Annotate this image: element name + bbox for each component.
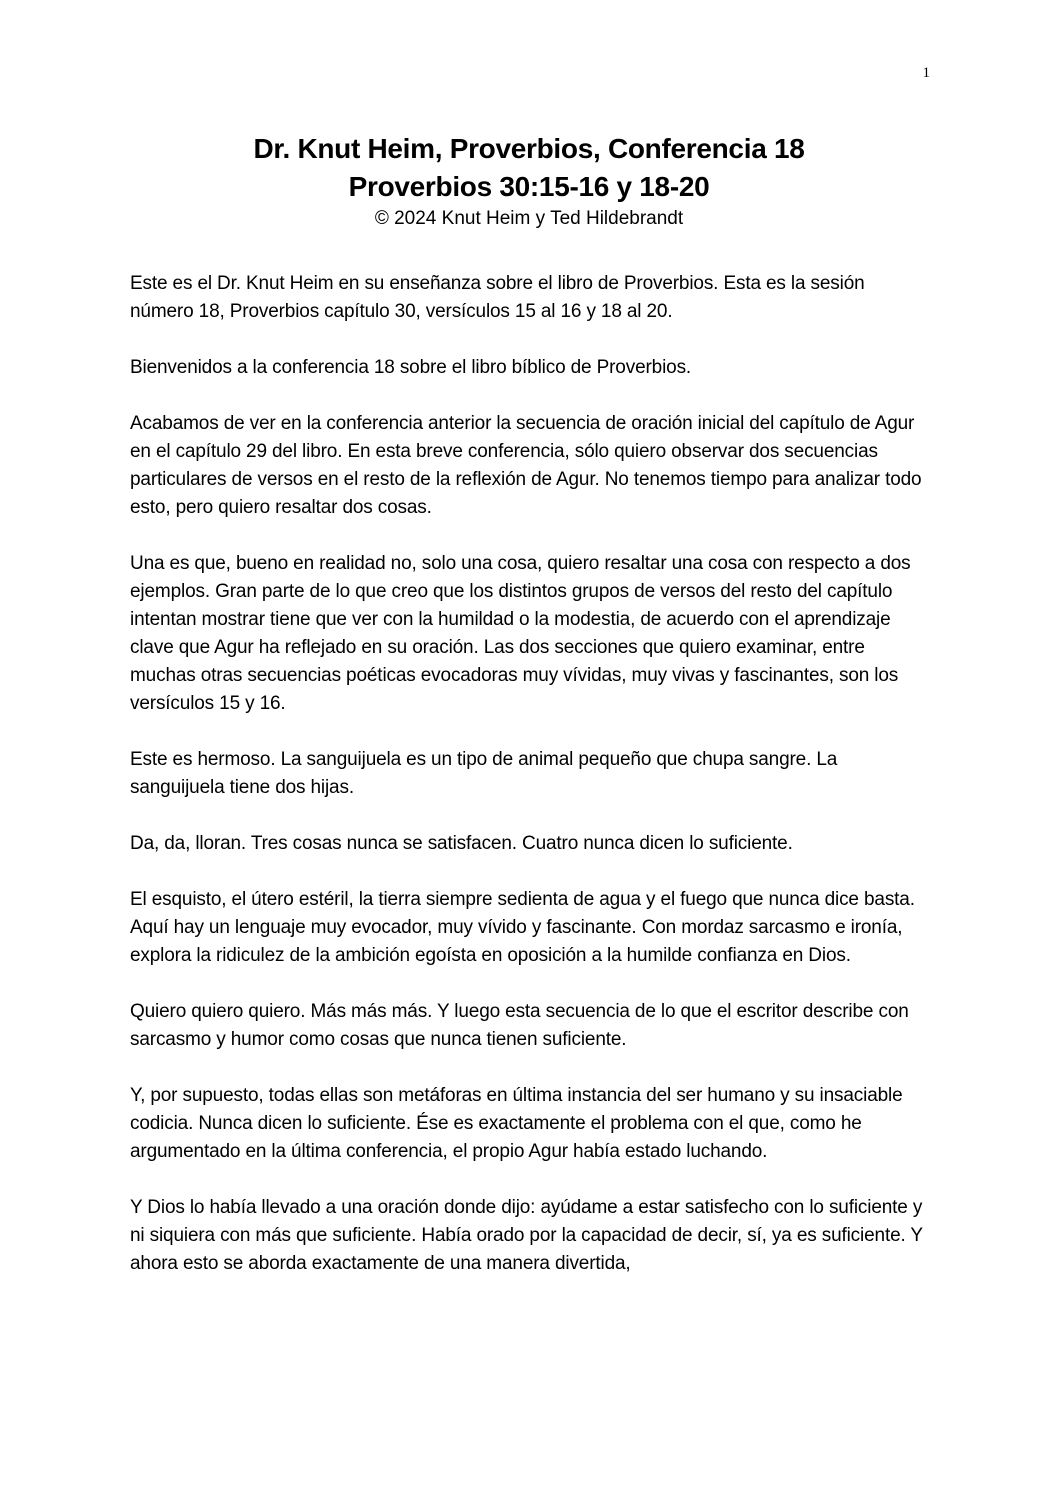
paragraph: Este es hermoso. La sanguijuela es un tipo de animal pequeño que chupa sangre. La sanguijuela tiene dos hijas. (130, 749, 838, 798)
page-number: 1 (922, 65, 930, 81)
document-body (130, 270, 930, 1306)
paragraph: Y, por supuesto, todas ellas son metáforas en última instancia del ser humano y su insaciable codicia. Nunca dicen lo suficiente. Ése es exactamente el problema con el que, como he argumentado en la última conferencia, el propio Agur había estado luchando. (130, 1085, 903, 1162)
paragraph: Da, da, lloran. Tres cosas nunca se satisfacen. Cuatro nunca dicen lo suficiente. (130, 833, 793, 854)
paragraph: Acabamos de ver en la conferencia anterior la secuencia de oración inicial del capítulo de Agur en el capítulo 29 del libro. En esta breve conferencia, sólo quiero observar dos secuencias particulares de versos en el resto de la reflexión de Agur. No tenemos tiempo para analizar todo esto, pero quiero resaltar dos cosas. (130, 413, 922, 518)
paragraph: Una es que, bueno en realidad no, solo una cosa, quiero resaltar una cosa con respecto a dos ejemplos. Gran parte de lo que creo que los distintos grupos de versos del resto del capítulo intentan mostrar tiene que ver con la humildad o la modestia, de acuerdo con el aprendizaje clave que Agur ha reflejado en su oración. Las dos secciones que quiero examinar, entre muchas otras secuencias poéticas evocadoras muy vívidas, muy vivas y fascinantes, son los versículos 15 y 16. (130, 553, 911, 714)
document-header (0, 130, 1058, 231)
paragraph: El esquisto, el útero estéril, la tierra siempre sedienta de agua y el fuego que nunca dice basta. Aquí hay un lenguaje muy evocador, muy vívido y fascinante. Con mordaz sarcasmo e ironía, explora la ridiculez de la ambición egoísta en oposición a la humilde confianza en Dios. (130, 889, 915, 966)
document-title: Dr. Knut Heim, Proverbios, Conferencia 18 (253, 133, 805, 164)
paragraph: Y Dios lo había llevado a una oración donde dijo: ayúdame a estar satisfecho con lo suficiente y ni siquiera con más que suficiente. Había orado por la capacidad de decir, sí, ya es suficiente. Y ahora esto se aborda exactamente de una manera divertida, (130, 1197, 923, 1274)
copyright-line: © 2024 Knut Heim y Ted Hildebrandt (374, 208, 684, 229)
document-subtitle: Proverbios 30:15-16 y 18-20 (348, 171, 710, 202)
paragraph: Quiero quiero quiero. Más más más. Y luego esta secuencia de lo que el escritor describe con sarcasmo y humor como cosas que nunca tienen suficiente. (130, 1001, 909, 1050)
paragraph: Bienvenidos a la conferencia 18 sobre el libro bíblico de Proverbios. (130, 357, 692, 378)
paragraph: Este es el Dr. Knut Heim en su enseñanza sobre el libro de Proverbios. Esta es la sesión número 18, Proverbios capítulo 30, versículos 15 al 16 y 18 al 20. (130, 273, 865, 322)
